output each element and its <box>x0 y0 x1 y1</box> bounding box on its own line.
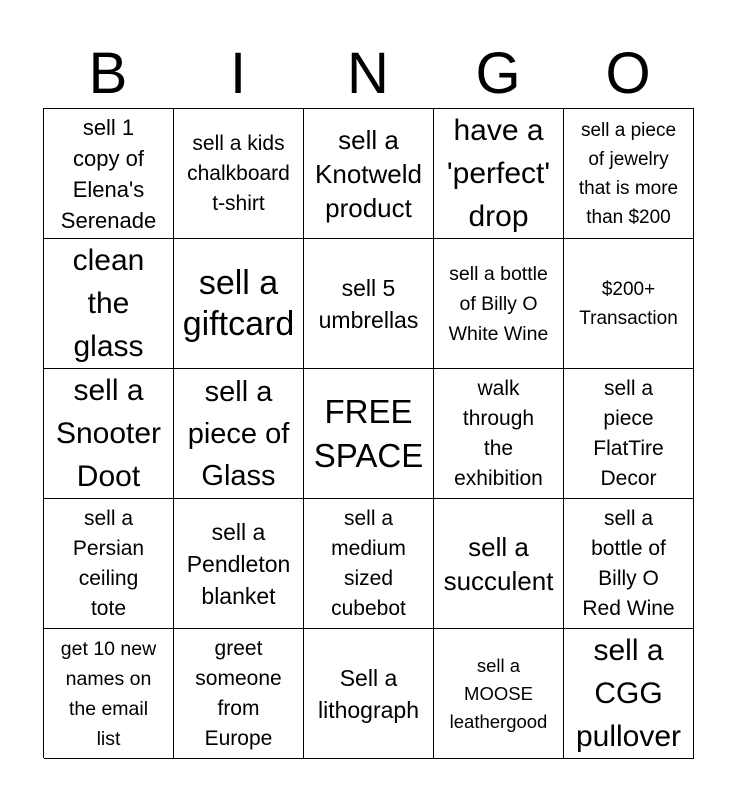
bingo-cell-r4-c2[interactable] <box>174 499 304 629</box>
cell-text: greet someone from Europe <box>195 636 282 750</box>
cell-text: $200+ Transaction <box>579 278 678 329</box>
bingo-cell-r5-c4[interactable] <box>434 629 564 759</box>
cell-text: sell 5 umbrellas <box>318 274 419 333</box>
header-letter-g: G <box>475 41 521 106</box>
header-letter-i: I <box>229 41 247 106</box>
cell-text: FREE SPACE <box>313 392 424 474</box>
bingo-cell-r5-c5[interactable] <box>564 629 694 759</box>
bingo-cell-r3-c2[interactable] <box>174 369 304 499</box>
bingo-cell-r3-c5[interactable] <box>564 369 694 499</box>
bingo-cell-r1-c4[interactable] <box>434 109 564 239</box>
bingo-cell-r5-c2[interactable] <box>174 629 304 759</box>
cell-text: sell a giftcard <box>182 263 295 343</box>
cell-text: sell a piece of Glass <box>187 375 290 492</box>
bingo-cell-r3-c1[interactable] <box>44 369 174 499</box>
bingo-cell-r5-c1[interactable] <box>44 629 174 759</box>
cell-text: have a 'perfect' drop <box>446 114 551 233</box>
cell-text: sell a CGG pullover <box>575 634 682 753</box>
bingo-cell-r2-c4[interactable] <box>434 239 564 369</box>
bingo-cell-r1-c1[interactable] <box>44 109 174 239</box>
bingo-cell-r2-c3[interactable] <box>304 239 434 369</box>
cell-text: sell a Pendleton blanket <box>186 518 291 609</box>
cell-text: sell a bottle of Billy O Red Wine <box>582 506 675 620</box>
header-letter-n: N <box>347 41 389 106</box>
cell-text: sell a medium sized cubebot <box>331 506 406 620</box>
bingo-cell-free-space[interactable] <box>304 369 434 499</box>
cell-text: sell a succulent <box>443 531 554 596</box>
bingo-cell-r2-c2[interactable] <box>174 239 304 369</box>
cell-text: clean the glass <box>72 244 145 363</box>
cell-text: sell a kids chalkboard t-shirt <box>187 131 290 215</box>
bingo-board <box>43 108 694 758</box>
cell-text: sell a Persian ceiling tote <box>72 506 145 620</box>
bingo-cell-r1-c5[interactable] <box>564 109 694 239</box>
bingo-header <box>43 38 693 110</box>
bingo-cell-r4-c5[interactable] <box>564 499 694 629</box>
cell-text: sell a Snooter Doot <box>55 374 162 493</box>
header-letter-b: B <box>88 41 128 106</box>
cell-text: Sell a lithograph <box>317 664 420 723</box>
cell-text: sell a MOOSE leathergood <box>449 654 548 732</box>
bingo-cell-r2-c5[interactable] <box>564 239 694 369</box>
cell-text: walk through the exhibition <box>454 376 543 490</box>
cell-text: sell a bottle of Billy O White Wine <box>448 262 549 345</box>
bingo-cell-r4-c4[interactable] <box>434 499 564 629</box>
bingo-cell-r3-c4[interactable] <box>434 369 564 499</box>
bingo-cell-r2-c1[interactable] <box>44 239 174 369</box>
cell-text: sell a piece FlatTire Decor <box>593 376 664 490</box>
cell-text: sell a piece of jewelry that is more than $200 <box>578 119 679 228</box>
bingo-cell-r4-c1[interactable] <box>44 499 174 629</box>
cell-text: get 10 new names on the email list <box>60 637 157 750</box>
cell-text: sell 1 copy of Elena's Serenade <box>60 114 157 233</box>
bingo-cell-r1-c2[interactable] <box>174 109 304 239</box>
bingo-cell-r1-c3[interactable] <box>304 109 434 239</box>
bingo-cell-r4-c3[interactable] <box>304 499 434 629</box>
header-letter-o: O <box>605 41 651 106</box>
cell-text: sell a Knotweld product <box>315 124 422 223</box>
bingo-cell-r5-c3[interactable] <box>304 629 434 759</box>
